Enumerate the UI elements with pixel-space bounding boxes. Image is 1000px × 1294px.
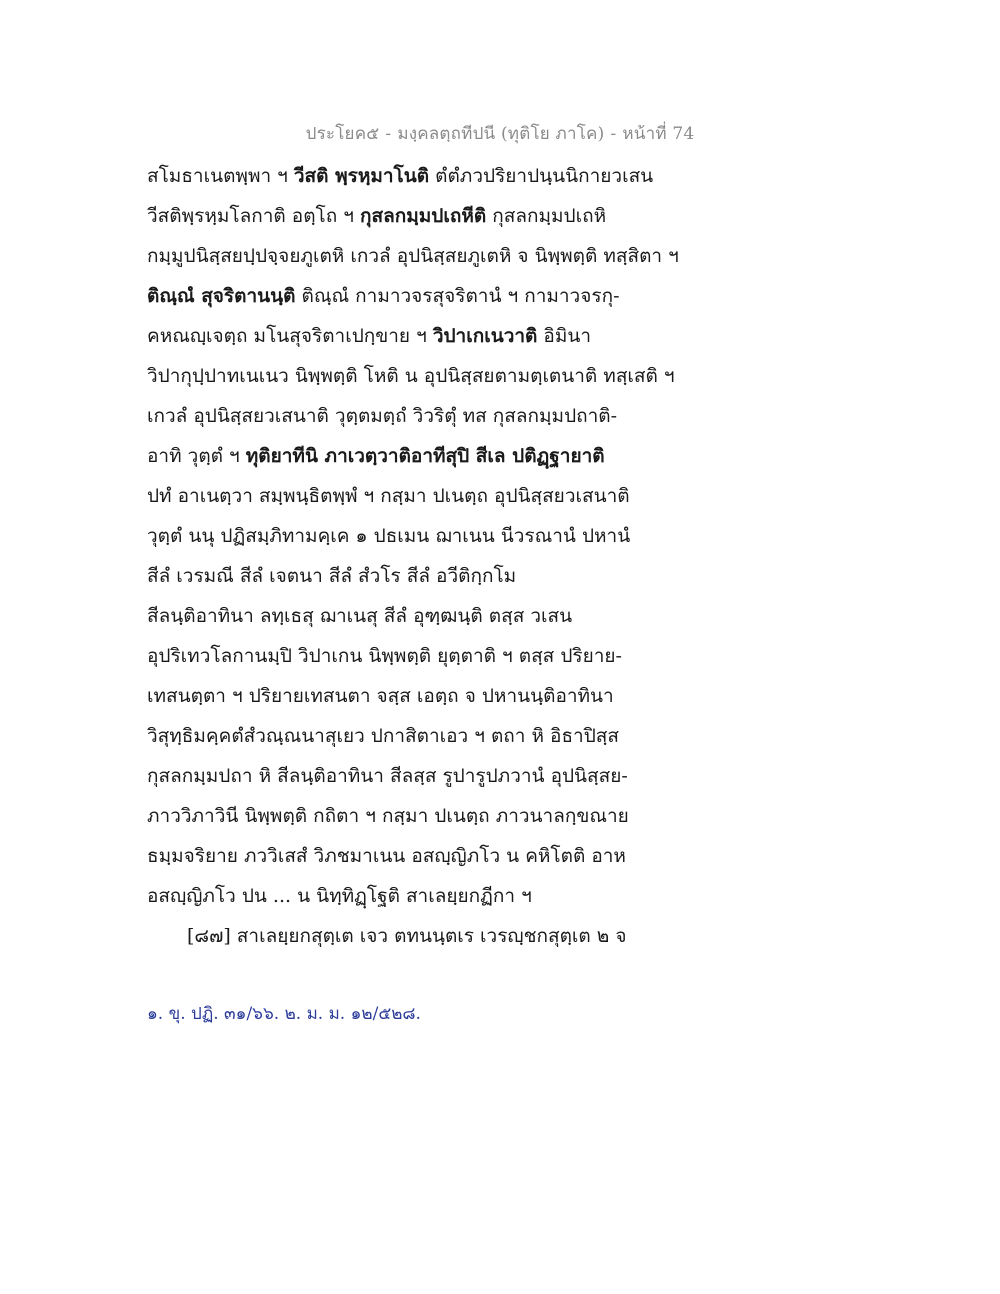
text-line: [147, 476, 707, 516]
text-line: [147, 836, 707, 876]
text-segment: สโมธาเนตพฺพา ฯ: [147, 165, 294, 187]
text-segment: กมฺมูปนิสฺสยปฺปจฺจยภูเตหิ เกวลํ อุปนิสฺสยภูเตหิ จ นิพฺพตฺติ ทสฺสิตา ฯ: [147, 245, 679, 267]
text-line: [147, 756, 707, 796]
text-segment: วิสุทฺธิมคฺคตํสํวณฺณนาสุเยว ปกาสิตาเอว ฯ ตถา หิ อิธาปิสฺส: [147, 725, 619, 747]
bold-term: วีสติ พฺรหฺมาโนติ: [293, 165, 430, 187]
text-line: [147, 876, 707, 916]
text-line: [147, 596, 707, 636]
text-segment: อิมินา: [537, 325, 592, 347]
text-segment: กุสลกมฺมปถา หิ สีลนฺติอาทินา สีลสฺส รูปารูปภวานํ อุปนิสฺสย-: [147, 765, 628, 787]
text-segment: อุปริเทวโลกานมฺปิ วิปาเกน นิพฺพตฺติ ยุตฺตาติ ฯ ตสฺส ปริยาย-: [147, 645, 622, 667]
text-segment: สีลนฺติอาทินา ลทฺเธสุ ฌาเนสุ สีลํ อุฑฺฒนฺติ ตสฺส วเสน: [147, 605, 573, 627]
text-line: [147, 436, 707, 476]
page-header: [0, 120, 1000, 147]
text-line: [147, 316, 707, 356]
text-line: [147, 716, 707, 756]
text-segment: อสญฺญิภโว ปน ... น นิทฺทิฏฺโฐติ สาเลยฺยกฏีกา ฯ: [147, 885, 532, 907]
text-segment: เกวลํ อุปนิสฺสยวเสนาติ วุตฺตมตฺถํ วิวริตุํ ทส กุสลกมฺมปถาติ-: [147, 405, 618, 427]
text-segment: กุสลกมฺมปเถหิ: [486, 205, 607, 227]
text-segment: สีลํ เวรมณี สีลํ เจตนา สีลํ สํวโร สีลํ อวีติกฺกโม: [147, 565, 517, 587]
text-segment: ติณฺณํ กามาวจรสุจริตานํ ฯ กามาวจรกุ-: [295, 285, 620, 307]
header-book: ประโยค๕: [305, 124, 380, 144]
text-segment: วิปากุปฺปาทเนเนว นิพฺพตฺติ โหติ น อุปนิสฺสยตามตฺเตนาติ ทสฺเสติ ฯ: [147, 365, 675, 387]
text-segment: อาทิ วุตฺตํ ฯ: [147, 445, 246, 467]
text-line: [147, 676, 707, 716]
text-line: [147, 196, 707, 236]
text-segment: ปทํ อาเนตฺวา สมฺพนฺธิตพฺพํ ฯ กสฺมา ปเนตฺถ อุปนิสฺสยวเสนาติ: [147, 485, 630, 507]
text-line: [147, 516, 707, 556]
text-line: [147, 276, 707, 316]
bold-term: วิปาเกเนวาติ: [432, 325, 538, 347]
text-line: [147, 916, 707, 956]
text-line: [147, 556, 707, 596]
footnote: ๑. ขุ. ปฏิ. ๓๑/๖๖. ๒. ม. ม. ๑๒/๕๒๘.: [147, 1004, 421, 1024]
text-segment: วุตฺตํ นนุ ปฏิสมฺภิทามคฺเค ๑ ปธเมน ฌาเนน นีวรณานํ ปหานํ: [147, 525, 631, 547]
text-segment: ตํตํภวปริยาปนฺนนิกายวเสน: [429, 165, 654, 187]
bold-term: ทุติยาทีนิ ภาเวตฺวาติอาทีสุปิ สีเล ปติฏฺฐายาติ: [245, 445, 605, 467]
header-separator-1: -: [385, 124, 392, 144]
text-line: [147, 356, 707, 396]
text-line: [147, 636, 707, 676]
header-title: มงฺคลตฺถทีปนี (ทุติโย ภาโค): [397, 124, 605, 144]
text-line: [147, 796, 707, 836]
header-page-number: หน้าที่ 74: [622, 124, 695, 144]
text-line: [147, 156, 707, 196]
text-segment: คหณญฺเจตฺถ มโนสุจริตาเปกฺขาย ฯ: [147, 325, 433, 347]
text-line: [147, 396, 707, 436]
text-segment: [๘๗] สาเลยฺยกสุตฺเต เจว ตทนนฺตเร เวรญฺชกสุตฺเต ๒ จ: [187, 925, 627, 947]
text-segment: วีสติพฺรหฺมโลกาติ อตฺโถ ฯ: [147, 205, 360, 227]
text-line: [147, 236, 707, 276]
body-text: [147, 156, 707, 956]
bold-term: กุสลกมฺมปเถหีติ: [360, 205, 487, 227]
text-segment: ภาววิภาวินี นิพฺพตฺติ กถิตา ฯ กสฺมา ปเนตฺถ ภาวนาลกฺขณาย: [147, 805, 629, 827]
bold-term: ติณฺณํ สุจริตานนฺติ: [147, 285, 296, 307]
text-segment: ธมฺมจริยาย ภววิเสสํ วิภชมาเนน อสญฺญิภโว น คหิโตติ อาห: [147, 845, 626, 867]
header-separator-2: -: [610, 124, 617, 144]
text-segment: เทสนตฺตา ฯ ปริยายเทสนตา จสฺส เอตฺถ จ ปหานนฺติอาทินา: [147, 685, 614, 707]
